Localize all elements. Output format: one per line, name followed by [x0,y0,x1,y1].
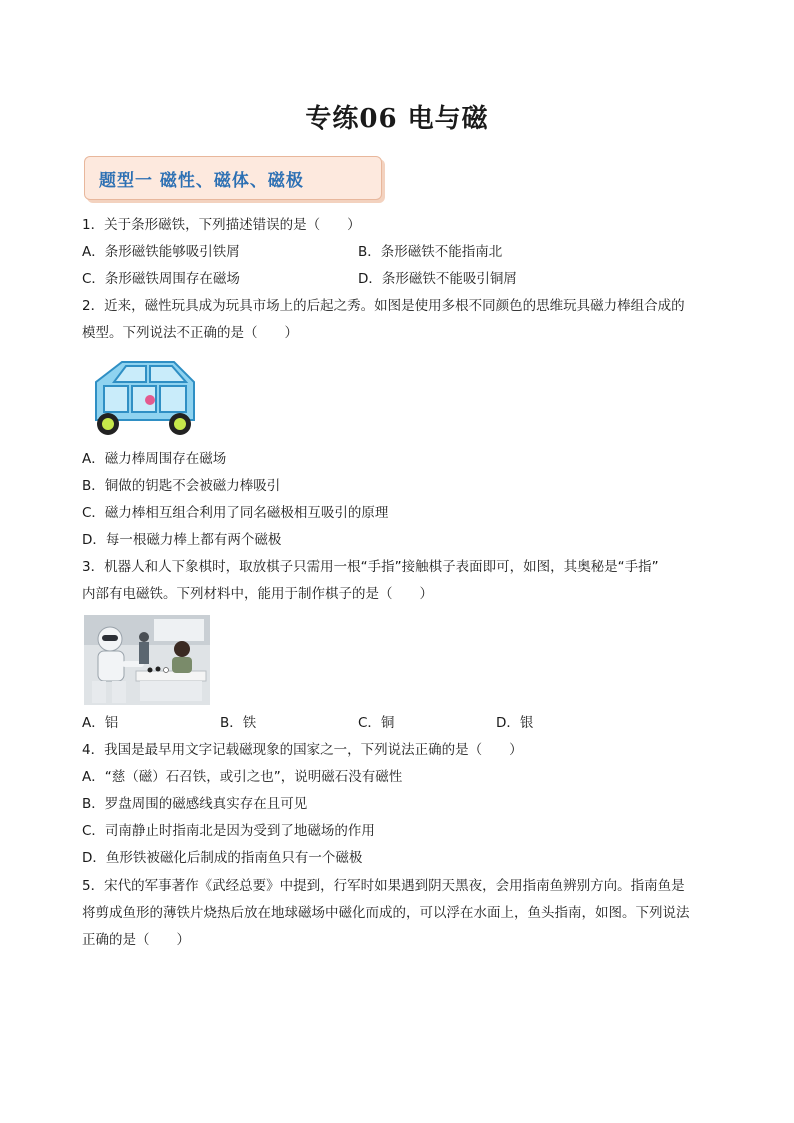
q3-option-c: C．铜 [358,715,395,731]
q3-option-a: A．铝 [82,715,119,731]
q2-option-a: A．磁力棒周围存在磁场 [82,451,227,467]
q4-option-d: D．鱼形铁被磁化后制成的指南鱼只有一个磁极 [82,850,363,866]
q5-stem-line1: 5．宋代的军事著作《武经总要》中提到，行军时如果遇到阴天黑夜，会用指南鱼辨别方向。指南鱼是 [82,878,685,894]
q2-option-d: D．每一根磁力棒上都有两个磁极 [82,532,282,548]
q4-option-c: C．司南静止时指南北是因为受到了地磁场的作用 [82,823,375,839]
q1-option-a: A．条形磁铁能够吸引铁屑 [82,244,240,260]
q3-stem-line2: 内部有电磁铁。下列材料中，能用于制作棋子的是（ ） [82,586,433,602]
q1-option-c: C．条形磁铁周围存在磁场 [82,271,240,287]
q2-option-b: B．铜做的钥匙不会被磁力棒吸引 [82,478,281,494]
q3-option-b: B．铁 [220,715,257,731]
q2-stem-line2: 模型。下列说法不正确的是（ ） [82,325,298,341]
page-title: 专练06 电与磁 [305,104,489,134]
q3-stem-line1: 3．机器人和人下象棋时，取放棋子只需用一根“手指”接触棋子表面即可，如图，其奥秘是“手指” [82,559,659,575]
q5-stem-line2: 将剪成鱼形的薄铁片烧热后放在地球磁场中磁化而成的，可以浮在水面上，鱼头指南，如图。下列说法 [82,905,690,921]
q1-option-b: B．条形磁铁不能指南北 [358,244,503,260]
q3-option-d: D．银 [496,715,534,731]
section-header [84,156,382,200]
magnetic-toy-car-image [86,352,206,442]
robot-chess-illustration [84,615,210,705]
q2-option-c: C．磁力棒相互组合利用了同名磁极相互吸引的原理 [82,505,389,521]
section-header-label: 题型一 磁性、磁体、磁极 [99,171,304,191]
q5-stem-line3: 正确的是（ ） [82,932,190,948]
q2-stem-line1: 2．近来，磁性玩具成为玩具市场上的后起之秀。如图是使用多根不同颜色的思维玩具磁力棒组合成的 [82,298,685,314]
q1-option-d: D．条形磁铁不能吸引铜屑 [358,271,517,287]
q1-stem: 1．关于条形磁铁，下列描述错误的是（ ） [82,217,361,233]
q4-option-a: A．“慈（磁）石召铁，或引之也”，说明磁石没有磁性 [82,769,403,785]
q4-option-b: B．罗盘周围的磁感线真实存在且可见 [82,796,308,812]
magnetic-toy-car-illustration [86,352,206,442]
robot-chess-photo [84,615,210,705]
q4-stem: 4．我国是最早用文字记载磁现象的国家之一，下列说法正确的是（ ） [82,742,523,758]
